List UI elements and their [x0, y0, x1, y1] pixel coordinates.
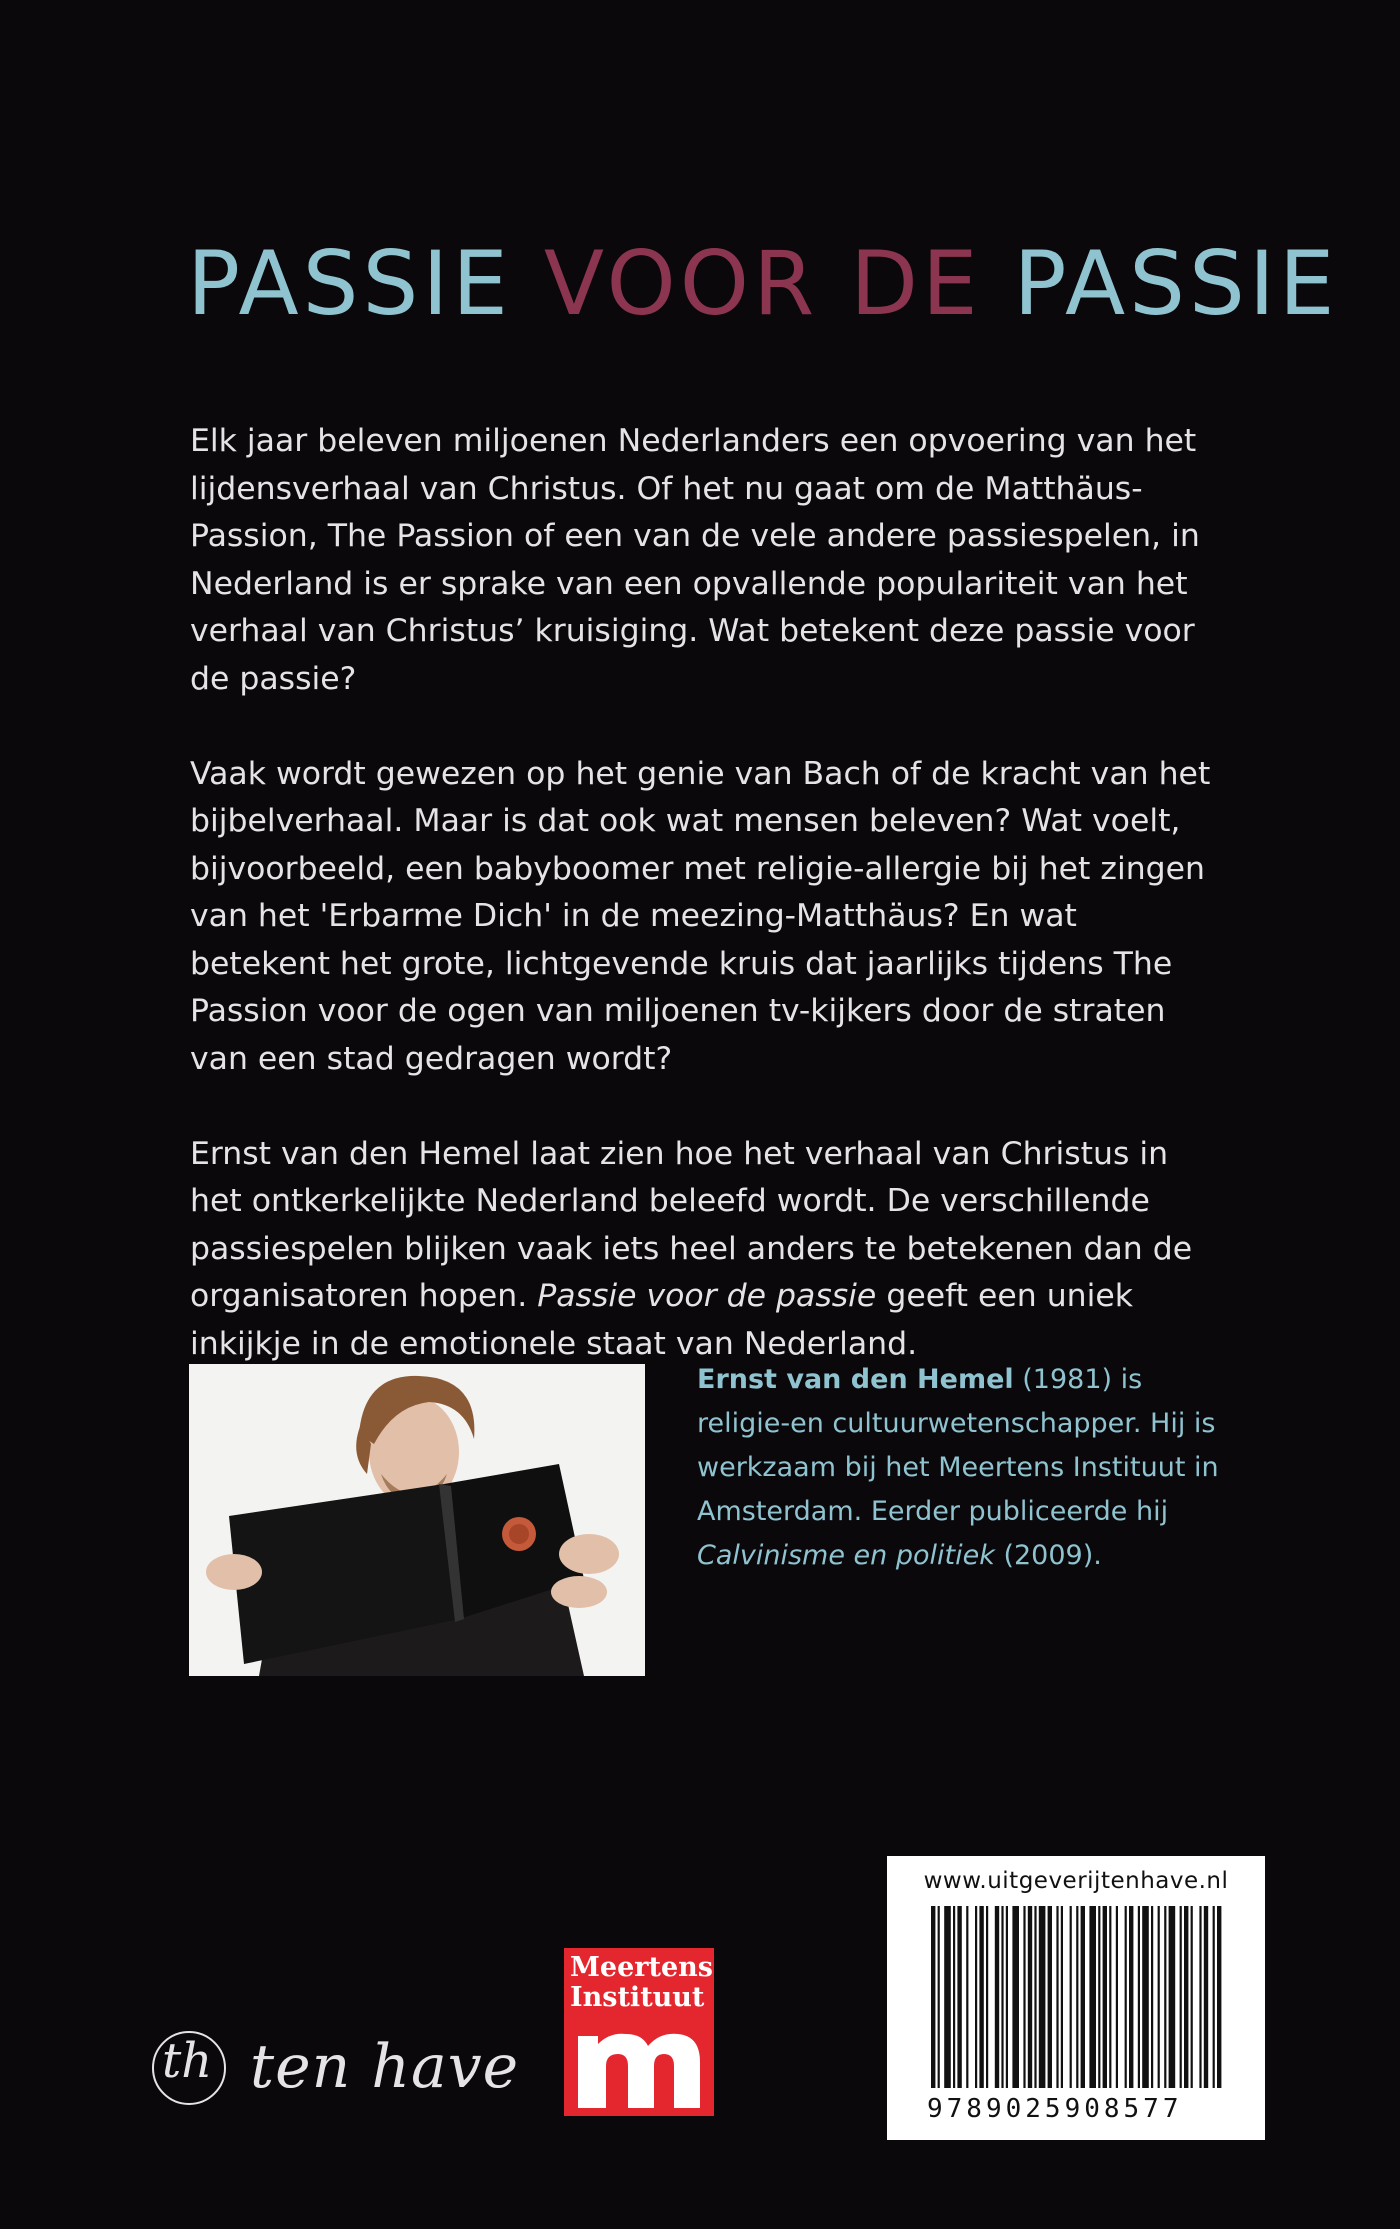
meertens-line-2: Instituut [570, 1982, 705, 2013]
publisher-name: ten have [250, 2032, 520, 2102]
title-part-1: PASSIE [187, 232, 544, 335]
barcode-box [887, 1856, 1265, 2140]
blurb-paragraph-3 [190, 1131, 1220, 1369]
meertens-logo [564, 1948, 714, 2116]
title-part-3: PASSIE [1013, 232, 1339, 335]
blurb [190, 418, 1220, 1416]
author-bio [697, 1358, 1237, 1578]
book-title [187, 232, 1339, 335]
publisher-url: www.uitgeverijtenhave.nl [923, 1868, 1229, 1894]
publisher-monogram: th [162, 2033, 213, 2089]
publisher-logo [152, 2025, 520, 2115]
meertens-m-icon [564, 1948, 714, 2116]
author-previous-book: Calvinisme en politiek [697, 1540, 995, 1571]
title-part-2: VOOR DE [543, 232, 1014, 335]
blurb-paragraph-2: Vaak wordt gewezen op het genie van Bach of de kracht van het bijbelverhaal. Maar is dat ook wat mensen beleven? Wat voelt, bijvoorbeeld, een babyboomer met religie-allergie bij het zingen van het 'Erbarme Dich' in de meezing-Matthäus? En wat betekent het grote, lichtgevende kruis dat jaarlijks tijdens The Passion voor de ogen van miljoenen tv-kijkers door de straten van een stad gedragen wordt? [190, 755, 1211, 1077]
author-name: Ernst van den Hemel [697, 1364, 1014, 1395]
blurb-paragraph-1: Elk jaar beleven miljoenen Nederlanders een opvoering van het lijdensverhaal van Christus. Of het nu gaat om de Matthäus-Passion, The Passion of een van de vele andere passiespelen, in Nederland is er sprake van een opvallende populariteit van het verhaal van Christus’ kruisiging. Wat betekent deze passie voor de passie? [190, 423, 1200, 697]
blurb-p3-end: geeft een uniek inkijkje in de emotionele staat van Nederland. [190, 1278, 1134, 1362]
meertens-line-1: Meertens [570, 1952, 713, 1983]
author-photo [189, 1364, 645, 1676]
blurb-book-title: Passie voor de passie [537, 1278, 877, 1314]
author-bio-text: (1981) is religie-en cultuurwetenschapper. Hij is werkzaam bij het Meertens Instituut in Amsterdam. Eerder publiceerde hij [697, 1364, 1219, 1527]
blurb-p3-start: Ernst van den Hemel laat zien hoe het verhaal van Christus in het ontkerkelijkte Nederland beleefd wordt. De verschillende passiespelen blijken vaak iets heel anders te betekenen dan de organisatoren hopen. [190, 1135, 1193, 1314]
isbn-number: 9789025908577 [927, 2094, 1183, 2124]
author-bio-end: (2009). [994, 1540, 1102, 1571]
